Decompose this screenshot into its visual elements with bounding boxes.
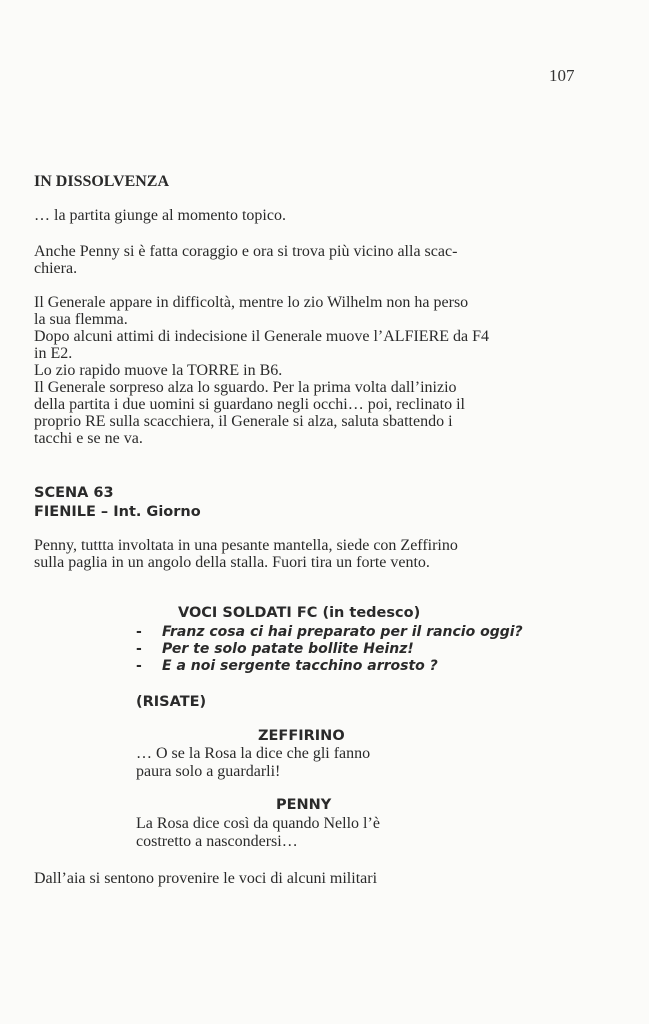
- laughter-direction: (RISATE): [136, 694, 207, 710]
- voice-line: [136, 658, 438, 674]
- dialogue-zeffirino: … O se la Rosa la dice che gli fanno paura solo a guardarli!: [136, 745, 371, 780]
- voice-line-text: E a noi sergente tacchino arrosto ?: [162, 658, 438, 674]
- paragraph-match-moment: … la partita giunge al momento topico.: [34, 207, 286, 224]
- dialogue-penny: La Rosa dice così da quando Nello l’è costretto a nascondersi…: [136, 815, 380, 850]
- dash-bullet: -: [136, 624, 142, 640]
- voices-title: VOCI SOLDATI FC (in tedesco): [178, 605, 421, 621]
- voice-line: [136, 624, 523, 640]
- scene-description: Penny, tuttta involtata in una pesante mantella, siede con Zeffirino sulla paglia in un angolo della stalla. Fuori tira un forte vento.: [34, 537, 458, 571]
- page-number: 107: [549, 66, 575, 85]
- dash-bullet: -: [136, 658, 142, 674]
- fade-heading: IN DISSOLVENZA: [34, 173, 170, 190]
- dash-bullet: -: [136, 641, 142, 657]
- closing-direction: Dall’aia si sentono provenire le voci di alcuni militari: [34, 870, 378, 887]
- character-name-penny: PENNY: [276, 797, 332, 813]
- scene-heading: SCENA 63 FIENILE – Int. Giorno: [34, 485, 201, 520]
- paragraph-penny-courage: Anche Penny si è fatta coraggio e ora si trova più vicino alla scac- chiera.: [34, 243, 458, 277]
- voice-line-text: Per te solo patate bollite Heinz!: [162, 641, 414, 657]
- paragraph-chess-game: Il Generale appare in difficoltà, mentre lo zio Wilhelm non ha perso la sua flemma. Dopo alcuni attimi di indecisione il Generale muove l’ALFIERE da F4 in E2. Lo zio rapido muove la TORRE in B6. Il Generale sorpreso alza lo sguardo. Per la prima volta dall’inizio della partita i due uomini si guardano negli occhi… poi, reclinato il proprio RE sulla scacchiera, il Generale si alza, saluta sbattendo i tacchi e se ne va.: [34, 294, 490, 447]
- voice-line: [136, 641, 414, 657]
- voice-line-text: Franz cosa ci hai preparato per il rancio oggi?: [162, 624, 523, 640]
- character-name-zeffirino: ZEFFIRINO: [258, 728, 345, 744]
